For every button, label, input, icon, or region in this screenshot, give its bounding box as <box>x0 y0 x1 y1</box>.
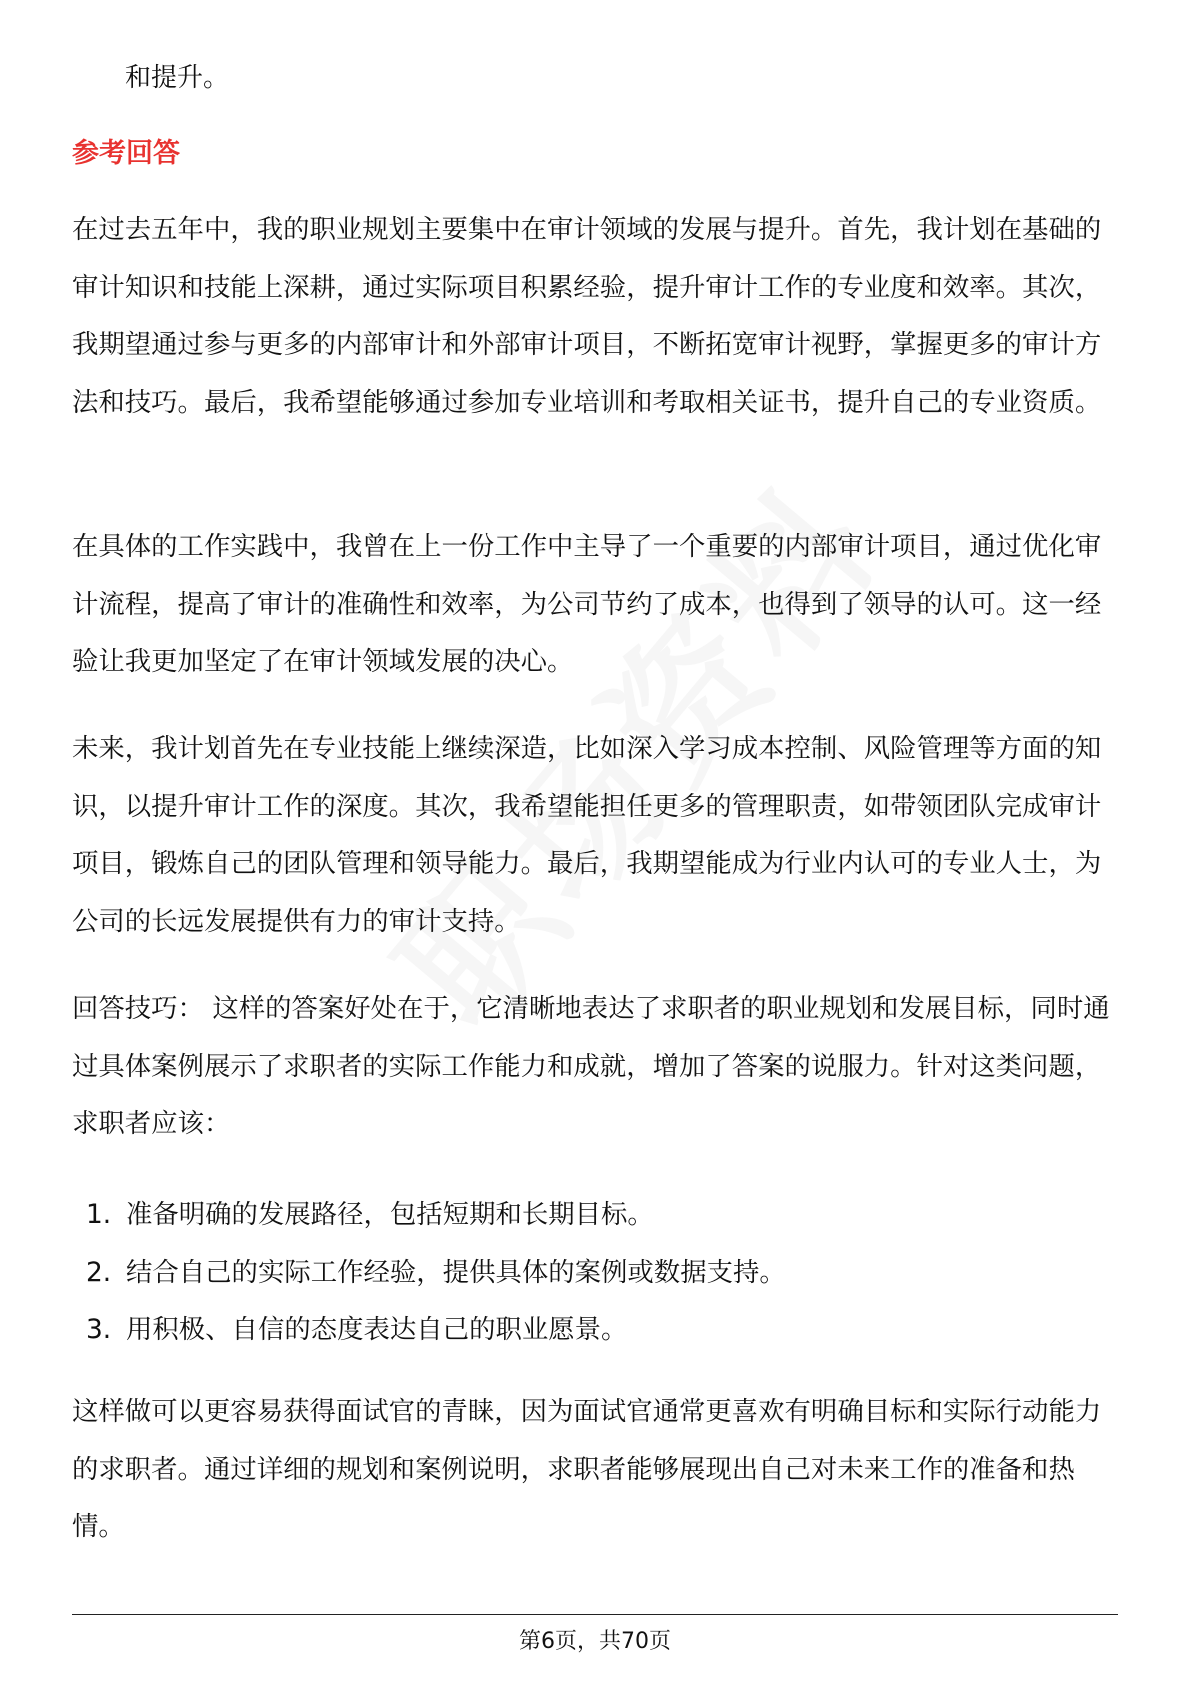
tips-list <box>72 1186 1118 1359</box>
section-heading: 参考回答 <box>72 138 180 169</box>
list-item <box>72 1301 1118 1359</box>
list-item-number: 3. <box>86 1314 112 1345</box>
answer-paragraph-3: 未来，我计划首先在专业技能上继续深造，比如深入学习成本控制、风险管理等方面的知识，以提升审计工作的深度。其次，我希望能担任更多的管理职责，如带领团队完成审计项目，锻炼自己的团队管理和领导能力。最后，我期望能成为行业内认可的专业人士，为公司的长远发展提供有力的审计支持。 <box>72 733 1102 937</box>
list-item-text: 准备明确的发展路径，包括短期和长期目标。 <box>126 1199 654 1230</box>
closing-paragraph: 这样做可以更容易获得面试官的青睐，因为面试官通常更喜欢有明确目标和实际行动能力的求职者。通过详细的规划和案例说明，求职者能够展现出自己对未来工作的准备和热情。 <box>72 1396 1102 1542</box>
list-item-number: 1. <box>86 1199 112 1230</box>
page-number: 第6页，共70页 <box>519 1629 671 1654</box>
list-item <box>72 1244 1118 1302</box>
tips-intro-paragraph: 回答技巧： 这样的答案好处在于，它清晰地表达了求职者的职业规划和发展目标，同时通过具体案例展示了求职者的实际工作能力和成就，增加了答案的说服力。针对这类问题，求职者应该： <box>72 993 1110 1139</box>
list-item-text: 结合自己的实际工作经验，提供具体的案例或数据支持。 <box>126 1256 786 1288</box>
intro-line: 和提升。 <box>125 63 230 93</box>
answer-paragraph-1: 在过去五年中，我的职业规划主要集中在审计领域的发展与提升。首先，我计划在基础的审计知识和技能上深耕，通过实际项目积累经验，提升审计工作的专业度和效率。其次，我期望通过参与更多的内部审计和外部审计项目，不断拓宽审计视野，掌握更多的审计方法和技巧。最后，我希望能够通过参加专业培训和考取相关证书，提升自己的专业资质。 <box>72 214 1102 418</box>
list-item <box>72 1186 1118 1244</box>
list-item-number: 2. <box>86 1256 112 1288</box>
list-item-text: 用积极、自信的态度表达自己的职业愿景。 <box>126 1314 628 1345</box>
footer-divider <box>72 1614 1118 1615</box>
answer-paragraph-2: 在具体的工作实践中，我曾在上一份工作中主导了一个重要的内部审计项目，通过优化审计流程，提高了审计的准确性和效率，为公司节约了成本，也得到了领导的认可。这一经验让我更加坚定了在审计领域发展的决心。 <box>72 531 1102 677</box>
